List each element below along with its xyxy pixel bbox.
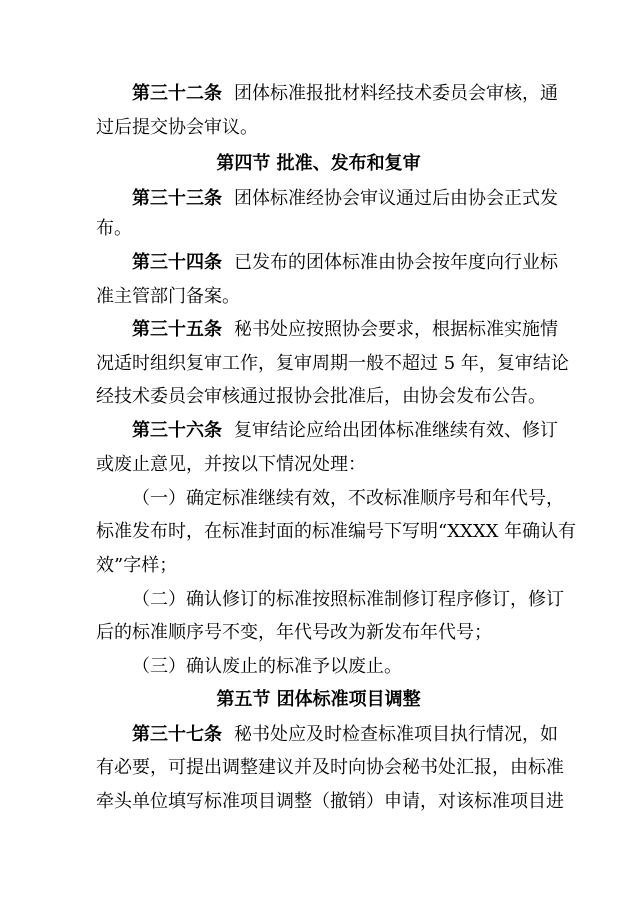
article-36-item-1-line-1: （一）确定标准继续有效，不改标准顺序号和年代号，	[132, 488, 564, 509]
article-34-line-2: 准主管部门备案。	[96, 286, 240, 307]
article-33-line-1	[96, 188, 556, 210]
article-36-text-1: 复审结论应给出团体标准继续有效、修订	[234, 420, 558, 441]
article-36-item-1-line-3: 效”字样；	[96, 555, 178, 576]
article-34-text-1: 已发布的团体标准由协会按年度向行业标	[234, 252, 558, 273]
section-5-heading: 第五节 团体标准项目调整	[216, 689, 421, 710]
article-32-line-2: 过后提交协会审议。	[96, 117, 258, 138]
article-34-line-1	[96, 252, 556, 274]
article-35-text-1: 秘书处应按照协会要求，根据标准实施情	[234, 319, 558, 340]
article-37-line-3: 牵头单位填写标准项目调整（撤销）申请，对该标准项目进	[96, 791, 564, 812]
article-35-line-1	[96, 319, 556, 341]
article-33-text-1: 团体标准经协会审议通过后由协会正式发	[234, 188, 558, 209]
article-35-heading: 第三十五条	[132, 319, 222, 340]
article-33-heading: 第三十三条	[132, 188, 222, 209]
article-36-item-2-line-2: 后的标准顺序号不变，年代号改为新发布年代号；	[96, 622, 492, 643]
article-36-item-3-line-1: （三）确认废止的标准予以废止。	[132, 656, 402, 677]
article-36-item-2-line-1: （二）确认修订的标准按照标准制修订程序修订，修订	[132, 589, 564, 610]
article-36-line-1	[96, 420, 556, 442]
article-36-item-1-line-2: 标准发布时，在标准封面的标准编号下写明“XXXX 年确认有	[96, 521, 577, 542]
article-35-line-2: 况适时组织复审工作，复审周期一般不超过 5 年，复审结论	[96, 353, 569, 374]
article-32-line-1	[96, 83, 556, 105]
article-37-line-1	[96, 724, 556, 746]
article-32-heading: 第三十二条	[132, 83, 222, 104]
article-37-heading: 第三十七条	[132, 724, 222, 745]
article-32-text-1: 团体标准报批材料经技术委员会审核，通	[234, 83, 558, 104]
article-34-heading: 第三十四条	[132, 252, 222, 273]
section-4-heading: 第四节 批准、发布和复审	[216, 153, 421, 174]
article-35-line-3: 经技术委员会审核通过报协会批准后，由协会发布公告。	[96, 386, 546, 407]
article-37-text-1: 秘书处应及时检查标准项目执行情况，如	[234, 724, 558, 745]
article-36-line-2: 或废止意见，并按以下情况处理：	[96, 454, 366, 475]
article-36-heading: 第三十六条	[132, 420, 222, 441]
article-37-line-2: 有必要，可提出调整建议并及时向协会秘书处汇报，由标准	[96, 757, 564, 778]
article-33-line-2: 布。	[96, 218, 132, 239]
